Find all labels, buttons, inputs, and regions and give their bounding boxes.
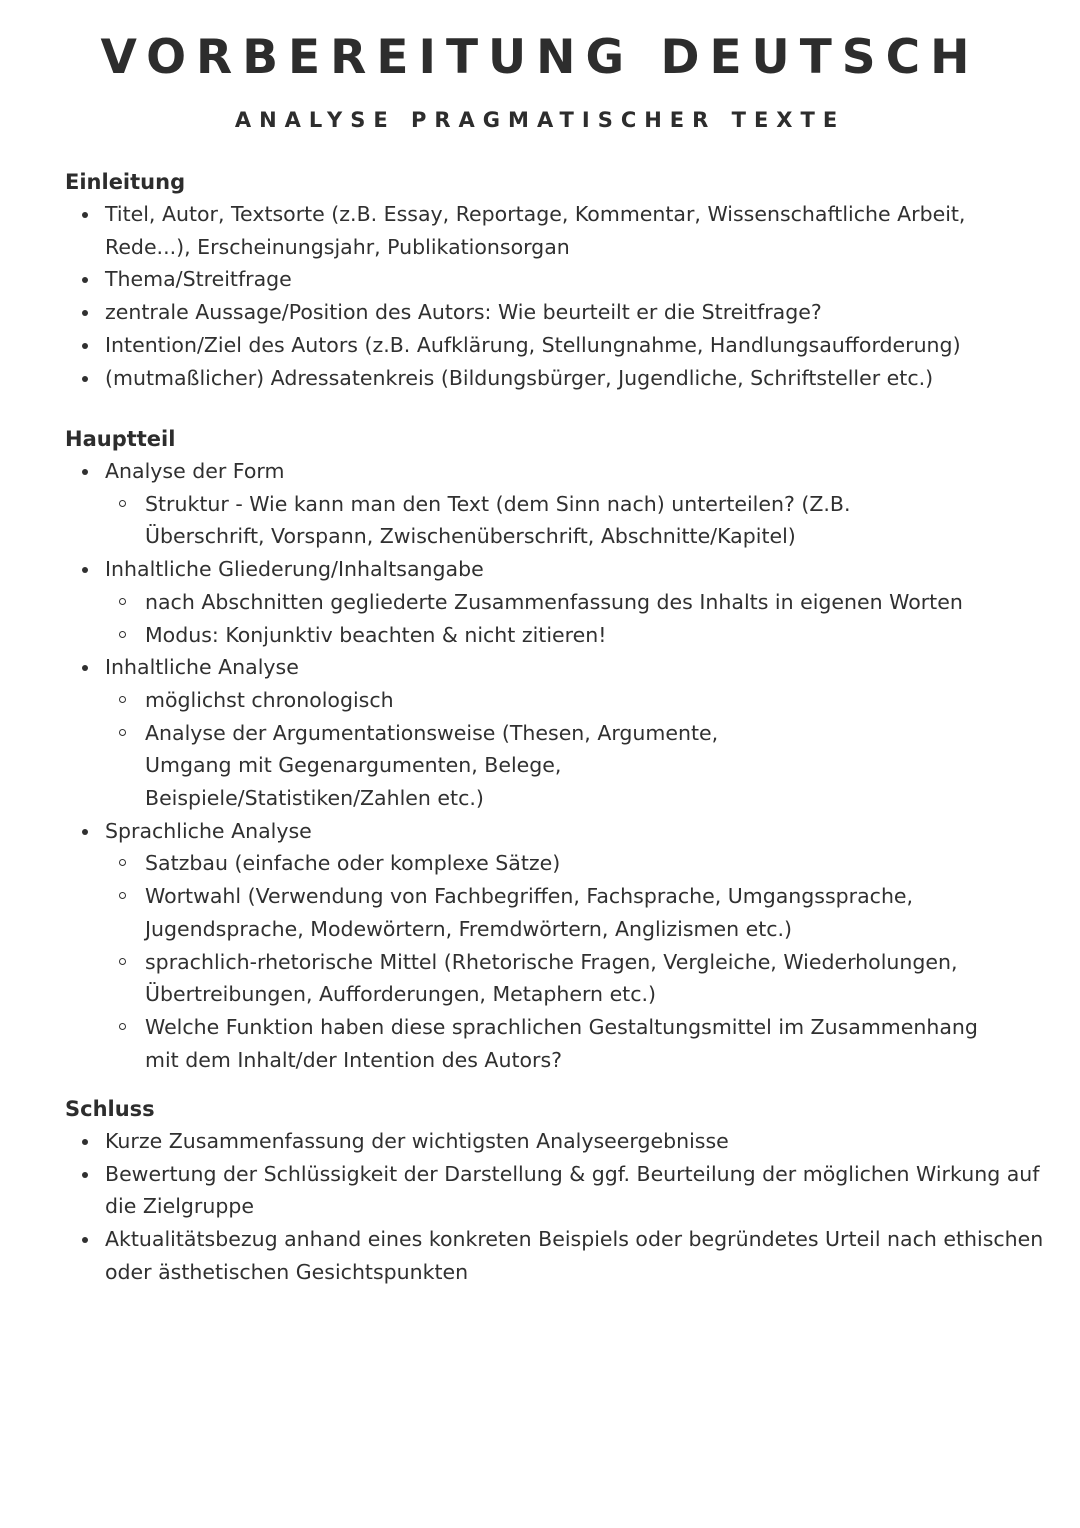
list-item: Aktualitätsbezug anhand eines konkreten Beispiels oder begründetes Urteil nach ethischen oder ästhetischen Gesichtspunkten (65, 1223, 1045, 1288)
list-item: Kurze Zusammenfassung der wichtigsten Analyseergebnisse (65, 1125, 1045, 1158)
sub-list-item: Struktur - Wie kann man den Text (dem Sinn nach) unterteilen? (Z.B. Überschrift, Vorspann, Zwischenüberschrift, Abschnitte/Kapitel) (105, 488, 925, 553)
list-item (65, 815, 1045, 848)
bullet-list (65, 198, 1045, 394)
page-title: VORBEREITUNG DEUTSCH (100, 30, 980, 85)
list-item: Bewertung der Schlüssigkeit der Darstellung & ggf. Beurteilung der möglichen Wirkung auf die Zielgruppe (65, 1158, 1045, 1223)
list-item (65, 553, 1045, 586)
sub-list-item: Wortwahl (Verwendung von Fachbegriffen, Fachsprache, Umgangssprache, Jugendsprache, Modewörtern, Fremdwörtern, Anglizismen etc.) (105, 880, 985, 945)
bullet-list (65, 455, 1045, 488)
section-schluss (65, 1093, 1045, 1289)
bullet-list (65, 553, 1045, 586)
list-item (65, 455, 1045, 488)
list-item: (mutmaßlicher) Adressatenkreis (Bildungsbürger, Jugendliche, Schriftsteller etc.) (65, 362, 1045, 395)
sub-list-item: Satzbau (einfache oder komplexe Sätze) (105, 847, 985, 880)
sub-list-item: nach Abschnitten gegliederte Zusammenfassung des Inhalts in eigenen Worten (105, 586, 1045, 619)
sub-list-item: möglichst chronologisch (105, 684, 805, 717)
sub-bullet-list (105, 684, 805, 815)
sub-list-item: Welche Funktion haben diese sprachlichen Gestaltungsmittel im Zusammenhang mit dem Inhalt/der Intention des Autors? (105, 1011, 985, 1076)
list-item: Intention/Ziel des Autors (z.B. Aufklärung, Stellungnahme, Handlungsaufforderung) (65, 329, 1045, 362)
sub-bullet-list (105, 586, 1045, 651)
list-item: Titel, Autor, Textsorte (z.B. Essay, Reportage, Kommentar, Wissenschaftliche Arbeit, Rede...), Erscheinungsjahr, Publikationsorgan (65, 198, 1045, 263)
sub-bullet-list (105, 488, 925, 553)
sub-list-item: Analyse der Argumentationsweise (Thesen, Argumente, Umgang mit Gegenargumenten, Belege, Beispiele/Statistiken/Zahlen etc.) (105, 717, 805, 815)
list-item: Thema/Streitfrage (65, 263, 1045, 296)
list-item-label: Inhaltliche Analyse (105, 655, 299, 680)
bullet-list (65, 815, 1045, 848)
section-hauptteil (65, 423, 1045, 1076)
bullet-list (65, 651, 1045, 684)
section-heading: Einleitung (65, 170, 186, 194)
sub-bullet-list (105, 847, 985, 1076)
sub-list-item: Modus: Konjunktiv beachten & nicht zitieren! (105, 619, 1045, 652)
list-item: zentrale Aussage/Position des Autors: Wie beurteilt er die Streitfrage? (65, 296, 1045, 329)
list-item (65, 651, 1045, 684)
list-item-label: Analyse der Form (105, 459, 285, 483)
bullet-list (65, 1125, 1045, 1289)
section-einleitung (65, 166, 1045, 394)
list-item-label: Sprachliche Analyse (105, 818, 312, 843)
page-subtitle: ANALYSE PRAGMATISCHER TEXTE (234, 108, 846, 132)
section-heading: Hauptteil (65, 427, 176, 451)
list-item-label: Inhaltliche Gliederung/Inhaltsangabe (105, 557, 484, 582)
sub-list-item: sprachlich-rhetorische Mittel (Rhetorische Fragen, Vergleiche, Wiederholungen, Übertreibungen, Aufforderungen, Metaphern etc.) (105, 946, 985, 1011)
section-heading: Schluss (65, 1097, 155, 1121)
